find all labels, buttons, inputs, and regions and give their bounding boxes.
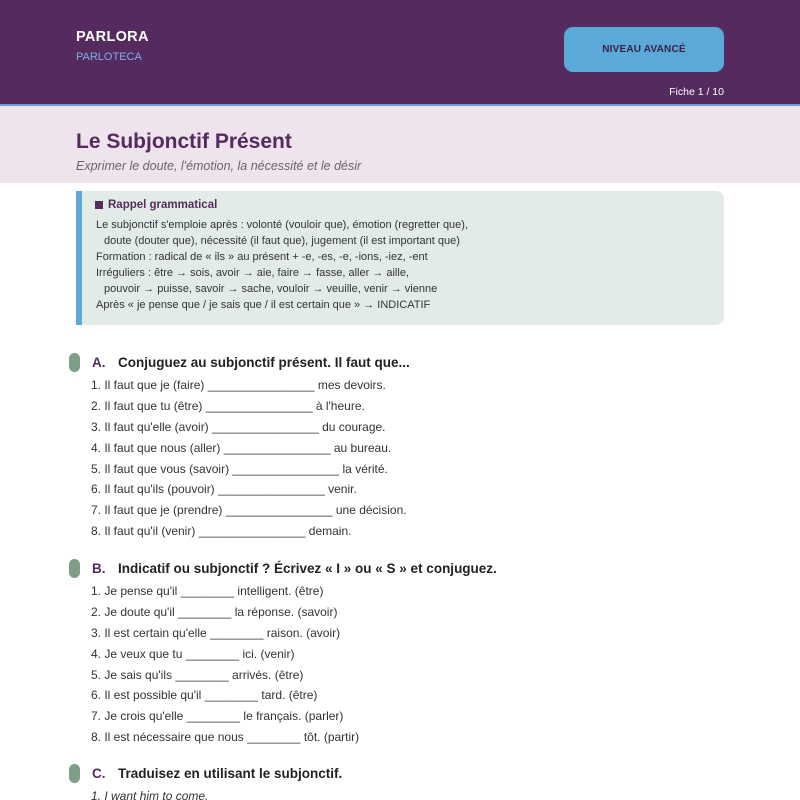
grammar-reminder-box [76,191,724,325]
square-bullet-icon [95,201,103,209]
exercise-item: 2. Il faut que tu (être) ________________ à l'heure. [91,398,365,413]
exercise-item: 4. Je veux que tu ________ ici. (venir) [91,646,295,661]
exercise-item: 1. I want him to come. [91,789,209,800]
exercise-item: 5. Il faut que vous (savoir) ________________ la vérité. [91,461,388,476]
exercise-item: 1. Je pense qu'il ________ intelligent. (être) [91,584,324,598]
brand-name: PARLORA [76,29,149,45]
exercise-item: 4. Il faut que nous (aller) ________________ au bureau. [91,440,392,455]
level-badge: NIVEAU AVANCÉ [564,27,724,72]
exercise-section-a [69,352,769,542]
section-marker-icon [69,764,80,783]
exercise-item: 2. Je doute qu'il ________ la réponse. (savoir) [91,604,338,619]
exercise-list [91,375,769,542]
exercise-item: 3. Il faut qu'elle (avoir) ________________ du courage. [91,419,386,434]
exercise-item: 6. Il est possible qu'il ________ tard. (être) [91,688,318,703]
rule-line: doute (douter que), nécessité (il faut que), jugement (il est important que) [104,235,460,247]
grammar-reminder-title: Rappel grammatical [108,199,218,211]
page-subtitle: Exprimer le doute, l'émotion, la nécessité et le désir [76,159,362,173]
section-letter: A. [92,354,106,370]
rule-line: Après « je pense que / je sais que / il est certain que » → INDICATIF [96,299,431,311]
section-marker-icon [69,353,80,372]
section-letter: B. [92,560,106,576]
exercise-item: 3. Il est certain qu'elle ________ raison. (avoir) [91,625,341,640]
exercise-section-c [69,763,769,800]
exercise-list [91,581,769,748]
section-header [69,558,769,578]
exercise-list [91,786,769,800]
rule-line: Formation : radical de « ils » au présent + -e, -es, -e, -ions, -iez, -ent [96,251,428,263]
section-letter: C. [92,765,106,781]
brand-subtitle: PARLOTECA [76,51,142,63]
rule-line: Le subjonctif s'emploie après : volonté (vouloir que), émotion (regretter que), [96,219,469,231]
page-title: Le Subjonctif Présent [76,130,292,153]
exercise-item: 8. Il faut qu'il (venir) ________________ demain. [91,524,352,539]
rule-line: pouvoir → puisse, savoir → sache, vouloir → veuille, venir → vienne [104,283,438,295]
section-title: Traduisez en utilisant le subjonctif. [118,765,343,781]
section-title: Indicatif ou subjonctif ? Écrivez « I » ou « S » et conjuguez. [118,560,497,576]
exercise-item: 8. Il est nécessaire que nous ________ tôt. (partir) [91,730,360,745]
exercise-item: 7. Il faut que je (prendre) ________________ une décision. [91,503,407,518]
sheet-counter: Fiche 1 / 10 [669,86,724,98]
grammar-reminder-heading [95,199,217,211]
grammar-reminder-lines [96,217,468,313]
exercise-item: 5. Je sais qu'ils ________ arrivés. (être) [91,667,304,682]
exercise-item: 6. Il faut qu'ils (pouvoir) ________________ venir. [91,482,357,497]
section-marker-icon [69,559,80,578]
exercise-section-b [69,558,769,748]
rule-line: Irréguliers : être → sois, avoir → aie, faire → fasse, aller → aille, [96,267,409,279]
section-header [69,352,769,372]
section-header [69,763,769,783]
exercise-item: 1. Il faut que je (faire) ________________ mes devoirs. [91,378,386,392]
exercise-item: 7. Je crois qu'elle ________ le français. (parler) [91,709,344,724]
section-title: Conjuguez au subjonctif présent. Il faut que... [118,354,410,370]
